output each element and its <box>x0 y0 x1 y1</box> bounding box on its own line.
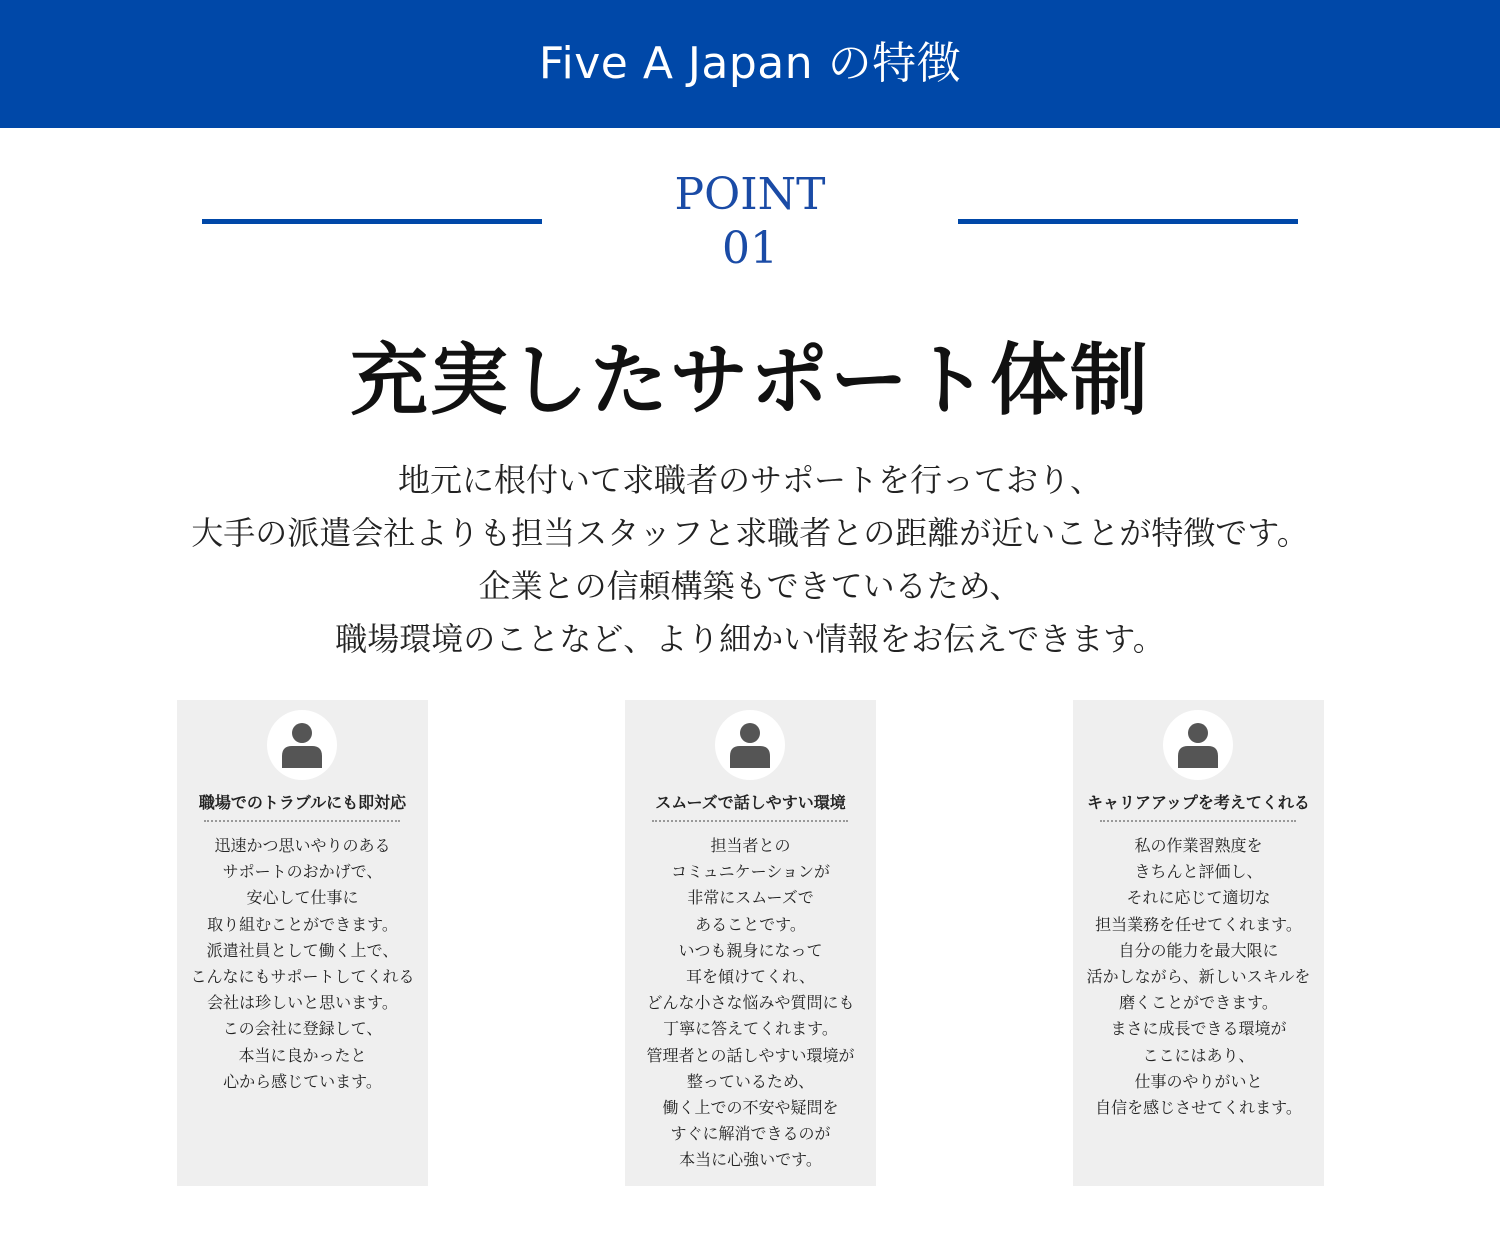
description-line: 職場環境のことなど、より細かい情報をお伝えできます。 <box>335 620 1165 658</box>
card-line: 派遣社員として働く上で、 <box>206 940 399 960</box>
card-line: 心から感じています。 <box>223 1071 382 1091</box>
card-title: 職場でのトラブルにも即対応 <box>198 793 407 812</box>
card-line: きちんと評価し、 <box>1134 862 1263 882</box>
card-line: サポートのおかげで、 <box>222 862 383 882</box>
card-line: 丁寧に答えてくれます。 <box>663 1019 838 1039</box>
point-heading <box>600 168 900 276</box>
testimonial-card <box>625 700 876 1186</box>
user-icon <box>730 722 770 768</box>
card-line: 担当業務を任せてくれます。 <box>1095 914 1302 934</box>
card-line: 活かしながら、新しいスキルを <box>1086 967 1311 987</box>
avatar <box>1163 710 1233 780</box>
dotted-divider <box>204 820 400 822</box>
card-line: 耳を傾けてくれ、 <box>686 967 815 987</box>
description-line: 地元に根付いて求職者のサポートを行っており、 <box>397 461 1102 499</box>
card-line: 取り組むことができます。 <box>207 914 398 934</box>
card-line: まさに成長できる環境が <box>1110 1019 1287 1039</box>
card-line: 会社は珍しいと思います。 <box>207 993 398 1013</box>
dotted-divider <box>1100 820 1296 822</box>
card-line: 私の作業習熟度を <box>1134 836 1263 855</box>
card-line: 仕事のやりがいと <box>1134 1071 1263 1091</box>
card-line: こんなにもサポートしてくれる <box>190 967 415 987</box>
card-title: キャリアアップを考えてくれる <box>1087 793 1310 812</box>
card-line: この会社に登録して、 <box>222 1019 383 1039</box>
card-line: 安心して仕事に <box>246 888 359 908</box>
card-line: いつも親身になって <box>678 940 823 960</box>
point-divider-right <box>958 219 1298 224</box>
card-line: 働く上での不安や疑問を <box>662 1098 839 1118</box>
header-title: Five A Japan の特徴 <box>538 38 962 89</box>
card-line: 自信を感じさせてくれます。 <box>1095 1098 1302 1118</box>
avatar <box>715 710 785 780</box>
avatar <box>267 710 337 780</box>
page-title: 充実したサポート体制 <box>349 336 1150 426</box>
header-bar <box>0 0 1500 128</box>
card-line: 本当に心強いです。 <box>679 1150 822 1170</box>
user-icon <box>1178 722 1218 768</box>
dotted-divider <box>652 820 848 822</box>
card-line: すぐに解消できるのが <box>670 1124 831 1144</box>
description-line: 企業との信頼構築もできているため、 <box>478 567 1022 605</box>
card-line: 迅速かつ思いやりのある <box>214 836 391 855</box>
card-title: スムーズで話しやすい環境 <box>655 793 846 812</box>
user-icon <box>282 722 322 768</box>
card-line: 管理者との話しやすい環境が <box>646 1045 855 1065</box>
card-line: 磨くことができます。 <box>1119 993 1278 1013</box>
card-line: それに応じて適切な <box>1126 888 1271 908</box>
point-number: 01 <box>722 223 778 274</box>
description <box>0 454 1500 666</box>
card-line: あることです。 <box>695 914 806 934</box>
card-line: コミュニケーションが <box>670 862 831 882</box>
description-line: 大手の派遣会社よりも担当スタッフと求職者との距離が近いことが特徴です。 <box>191 514 1309 552</box>
card-line: 非常にスムーズで <box>687 888 814 908</box>
card-line: 担当者との <box>710 836 791 855</box>
card-line: どんな小さな悩みや質問にも <box>646 993 855 1013</box>
card-body <box>171 833 434 1095</box>
card-line: 自分の能力を最大限に <box>1118 940 1279 960</box>
card-body <box>619 833 882 1174</box>
card-line: 整っているため、 <box>686 1071 815 1091</box>
card-body <box>1067 833 1330 1121</box>
card-line: ここにはあり、 <box>1142 1045 1255 1065</box>
point-divider-left <box>202 219 542 224</box>
testimonial-card <box>1073 700 1324 1186</box>
testimonial-card <box>177 700 428 1186</box>
card-line: 本当に良かったと <box>238 1045 367 1065</box>
point-label: POINT <box>674 169 826 220</box>
